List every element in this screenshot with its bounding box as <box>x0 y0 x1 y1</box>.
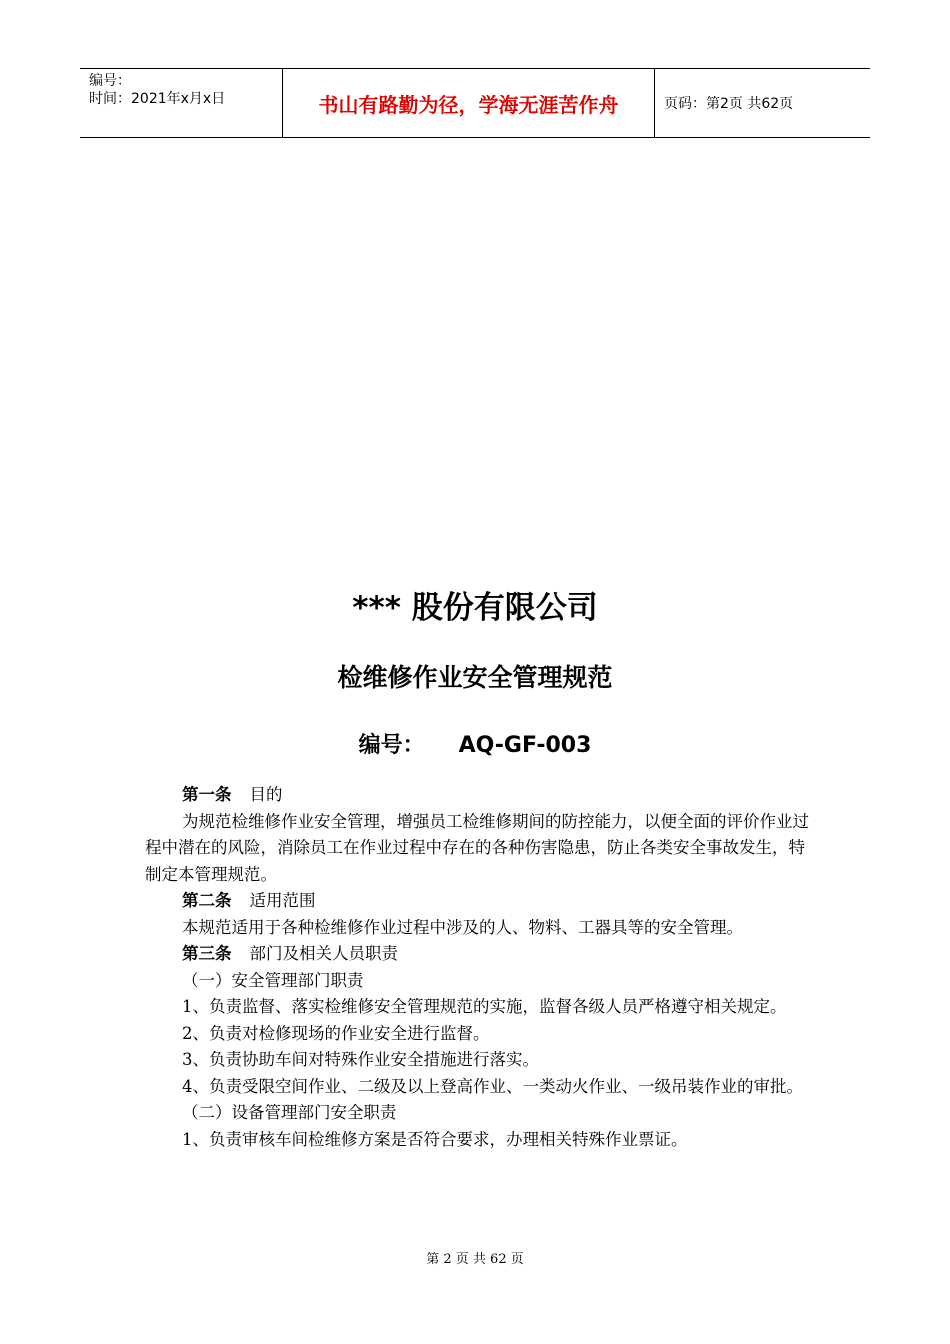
header-motto: 书山有路勤为径，学海无涯苦作舟 <box>282 69 655 137</box>
header-number-label: 编号： <box>89 73 131 89</box>
section-1-item-3: 3、负责协助车间对特殊作业安全措施进行落实。 <box>182 1050 539 1069</box>
section-2-item-1: 1、负责审核车间检维修方案是否符合要求，办理相关特殊作业票证。 <box>182 1129 688 1149</box>
section-1-title: （一）安全管理部门职责 <box>182 970 364 990</box>
company-title: *** 股份有限公司 <box>352 590 598 626</box>
header-meta <box>80 69 282 137</box>
page-footer: 第 2 页 共 62 页 <box>426 1252 524 1267</box>
article-2-heading: 第二条 适用范围 <box>182 891 316 910</box>
section-2-title: （二）设备管理部门安全职责 <box>182 1103 397 1122</box>
header-page-info: 页码：第2页 共62页 <box>664 96 794 112</box>
page-header <box>80 68 870 138</box>
document-body <box>145 782 809 1153</box>
document-number-label: 编号： <box>358 733 425 758</box>
article-1-text: 为规范检维修作业安全管理，增强员工检维修期间的防控能力，以便全面的评价作业过程中潜在的风险，消除员工在作业过程中存在的各种伤害隐患，防止各类安全事故发生，特制定本管理规范。 <box>145 811 809 884</box>
article-3-heading: 第三条 部门及相关人员职责 <box>182 944 398 963</box>
section-1-item-2: 2、负责对检修现场的作业安全进行监督。 <box>182 1023 490 1043</box>
header-time: 时间：2021年x月x日 <box>89 91 226 107</box>
document-number <box>0 728 950 759</box>
article-1-heading: 第一条 目的 <box>182 785 283 804</box>
document-title: 检维修作业安全管理规范 <box>337 663 613 692</box>
section-1-item-1: 1、负责监督、落实检维修安全管理规范的实施，监督各级人员严格遵守相关规定。 <box>182 997 787 1016</box>
document-number-value: AQ-GF-003 <box>458 733 592 758</box>
section-1-item-4: 4、负责受限空间作业、二级及以上登高作业、一类动火作业、一级吊装作业的审批。 <box>182 1076 803 1096</box>
article-2-text: 本规范适用于各种检维修作业过程中涉及的人、物料、工器具等的安全管理。 <box>182 917 743 937</box>
